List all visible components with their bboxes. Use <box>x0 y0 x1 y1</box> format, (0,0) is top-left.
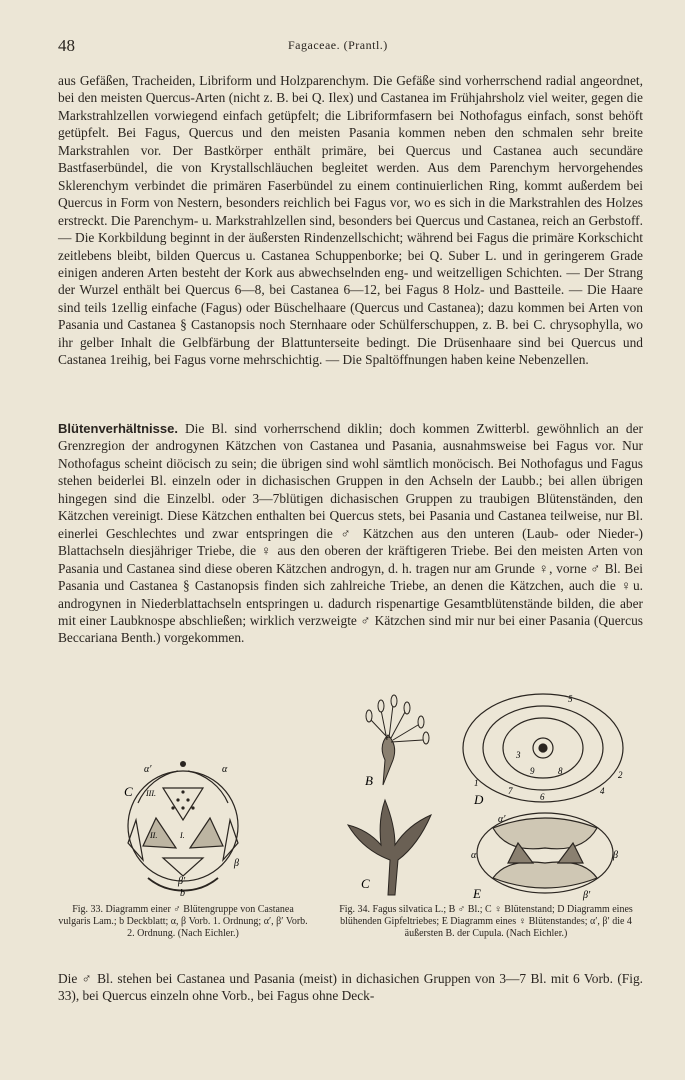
fig34-label-5: 5 <box>568 694 573 704</box>
fig34-label-1: 1 <box>474 778 479 788</box>
figure-33-caption: Fig. 33. Diagramm einer ♂ Blütengruppe von Castanea vulgaris Lam.; b Deckblatt; α, β Vorb. 1. Ordnung; α′, β′ Vorb. 2. Ordnung. (Nach Eichler.) <box>58 904 308 939</box>
running-title: Fagaceae. (Prantl.) <box>288 38 388 52</box>
fig33-label-beta: β <box>234 858 239 869</box>
page-number: 48 <box>58 36 75 55</box>
figure-34-d-diagram <box>458 690 628 805</box>
fig34-label-c: C <box>361 876 370 891</box>
section-heading: Blütenverhältnisse. <box>58 421 178 436</box>
paragraph-flowers <box>58 420 643 647</box>
figure-area <box>58 690 643 960</box>
fig34-label-2: 2 <box>618 770 623 780</box>
fig34-label-7: 7 <box>508 786 513 796</box>
fig33-label-i: I. <box>180 831 185 840</box>
fig33-label-beta-prime: β′ <box>178 876 186 887</box>
paragraph-male-flowers <box>58 970 643 1005</box>
fig34-label-8: 8 <box>558 766 563 776</box>
fig34-label-e: E <box>473 886 481 901</box>
paragraph-text: aus Gefäßen, Tracheiden, Libriform und Holzparenchym. Die Gefäße sind vorherrschend radial angeordnet, bei den meisten Quercus-Arten (nicht z. B. bei Q. Ilex) und Castanea im Frühjahrsholz viel weiter, gegen die Markstrahlzellen vorwiegend einfach getüpfelt; die Libriformfasern bei Nothofagus einfach, sonst behöft getüpfelt. Bei Fagus, Quercus und den meisten Pasania kommen neben den schmalen sehr breite Markstrahlen vor. Der Bastkörper enthält primäre, bei Quercus und Castanea auch secundäre Bastfaserbündel, die von Krystallschläuchen begleitet werden. Aus dem Parenchym hervorgehendes Sklerenchym verbindet die primären Faserbündel zu einem continuierlichen Ring, kommt außerdem bei Quercus in Form von Nestern, besonders reichlich bei Fagus vor, wo es sich in die Markstrahlen des Holzes erstreckt. Die Parenchym- u. Markstrahlzellen sind, besonders bei Quercus und Castanea, reich an Gerbstoff. — Die Korkbildung beginnt in der äußersten Rindenzellschicht; während bei Fagus die primäre Korkschicht zeitlebens bleibt, bilden Quercus u. Castanea Schuppenborke; bei Q. Suber L. und in geringerem Grade einigen anderen Arten besteht der Kork aus abwechselnden eng- und weitzelligen Schichten. — Der Strang der Wurzel enthält bei Quercus 6—8, bei Castanea 6—12, bei Fagus 8 Holz- und Bastteile. — Die Haare sind teils 1zellig einfache (Fagus) oder Büschelhaare (Quercus und Castanea); dazu kommen bei Arten von Pasania und Castanea § Castanopsis noch Sternhaare oder Schülferschuppen, z. B. bei C. chrysophylla, wo ihr gelber Inhalt die Gelbfärbung der Blattunterseite bedingt. Die Drüsenhaare sind bei Quercus und Castanea 1reihig, bei Fagus vorne mehrschichtig. — Die Spaltöffnungen haben keine Nebenzellen. <box>58 73 643 368</box>
fig34-label-3: 3 <box>516 750 521 760</box>
figure-33-diagram <box>118 758 248 898</box>
paragraph-text: Die Bl. sind vorherrschend diklin; doch kommen Zwitterbl. gewöhnlich an der Grenzregion der androgynen Kätzchen von Castanea und Pasania, ausnahmsweise bei Fagus vor. Nur Nothofagus scheint diöcisch zu sein; die übrigen sind wohl sämtlich monöcisch. Bei Nothofagus und Fagus stehen beiderlei Bl. einzeln oder in dichasischen Gruppen in den Achseln der Laubb.; bei allen übrigen hingegen sind die Einzelbl. oder 3—7blütigen dichasischen Gruppen zu traubigen Blütenständen, den Kätzchen vereinigt. Diese Kätzchen enthalten bei Quercus stets, bei Pasania und Castanea teilweise, nur Bl. einerlei Geschlechtes und zwar entspringen die ♂ Kätzchen aus den unteren (Laub- oder Nieder-) Blattachseln diesjähriger Triebe, die ♀ aus den oberen der kräftigeren Triebe. Bei den meisten Arten von Pasania und Castanea sind diese oberen Kätzchen androgyn, d. h. tragen nur am Grunde ♀, vorne ♂ Bl. Bei Pasania und Castanea § Castanopsis finden sich zahlreiche Triebe, an denen die Kätzchen, auch die ♀u. androgynen in Niederblattachseln entspringen u. dadurch rispenartige Gesamtblütenstände bilden, die aber mit einer Laubknospe abschließen; wirklich verzweigte ♂ Kätzchen sind mir nur bei einer Pasania (Quercus Beccariana Benth.) vorgekommen. <box>58 421 643 646</box>
fig34-label-beta-prime: β′ <box>583 890 591 901</box>
paragraph-anatomy <box>58 72 643 369</box>
page-header <box>58 36 645 56</box>
fig34-label-alpha-prime: α′ <box>498 814 506 825</box>
fig34-label-b: B <box>365 773 373 788</box>
paragraph-text: Die ♂ Bl. stehen bei Castanea und Pasania (meist) in dichasichen Gruppen von 3—7 Bl. mit 6 Vorb. (Fig. 33), bei Quercus einzeln ohne Vorb., bei Fagus ohne Deck- <box>58 971 643 1004</box>
fig34-label-d: D <box>474 792 484 805</box>
fig34-label-4: 4 <box>600 786 605 796</box>
figure-34-b-male-flower <box>363 690 443 790</box>
fig34-label-alpha: α <box>471 850 477 861</box>
figure-34-e-diagram <box>463 808 628 903</box>
fig34-label-6: 6 <box>540 792 545 802</box>
fig33-label-b: b <box>180 888 185 898</box>
figure-34-caption: Fig. 34. Fagus silvatica L.; B ♂ Bl.; C ♀ Blütenstand; D Diagramm eines blühenden Gipfeltriebes; E Diagramm eines ♀ Blütenstandes; α′, β′ die 4 äußersten B. der Cupula. (Nach Eichler.) <box>339 904 633 939</box>
paragraph-text-container <box>58 420 643 647</box>
fig34-label-beta: β <box>613 850 618 861</box>
fig33-label-ii: II. <box>150 831 158 840</box>
fig33-label-alpha: α <box>222 764 228 775</box>
fig33-label-alpha-prime: α′ <box>144 764 152 775</box>
figure-34-c-female-inflorescence <box>343 790 443 900</box>
fig34-label-9: 9 <box>530 766 535 776</box>
fig33-label-c: C <box>124 784 133 799</box>
fig33-label-iii: III. <box>146 789 156 798</box>
